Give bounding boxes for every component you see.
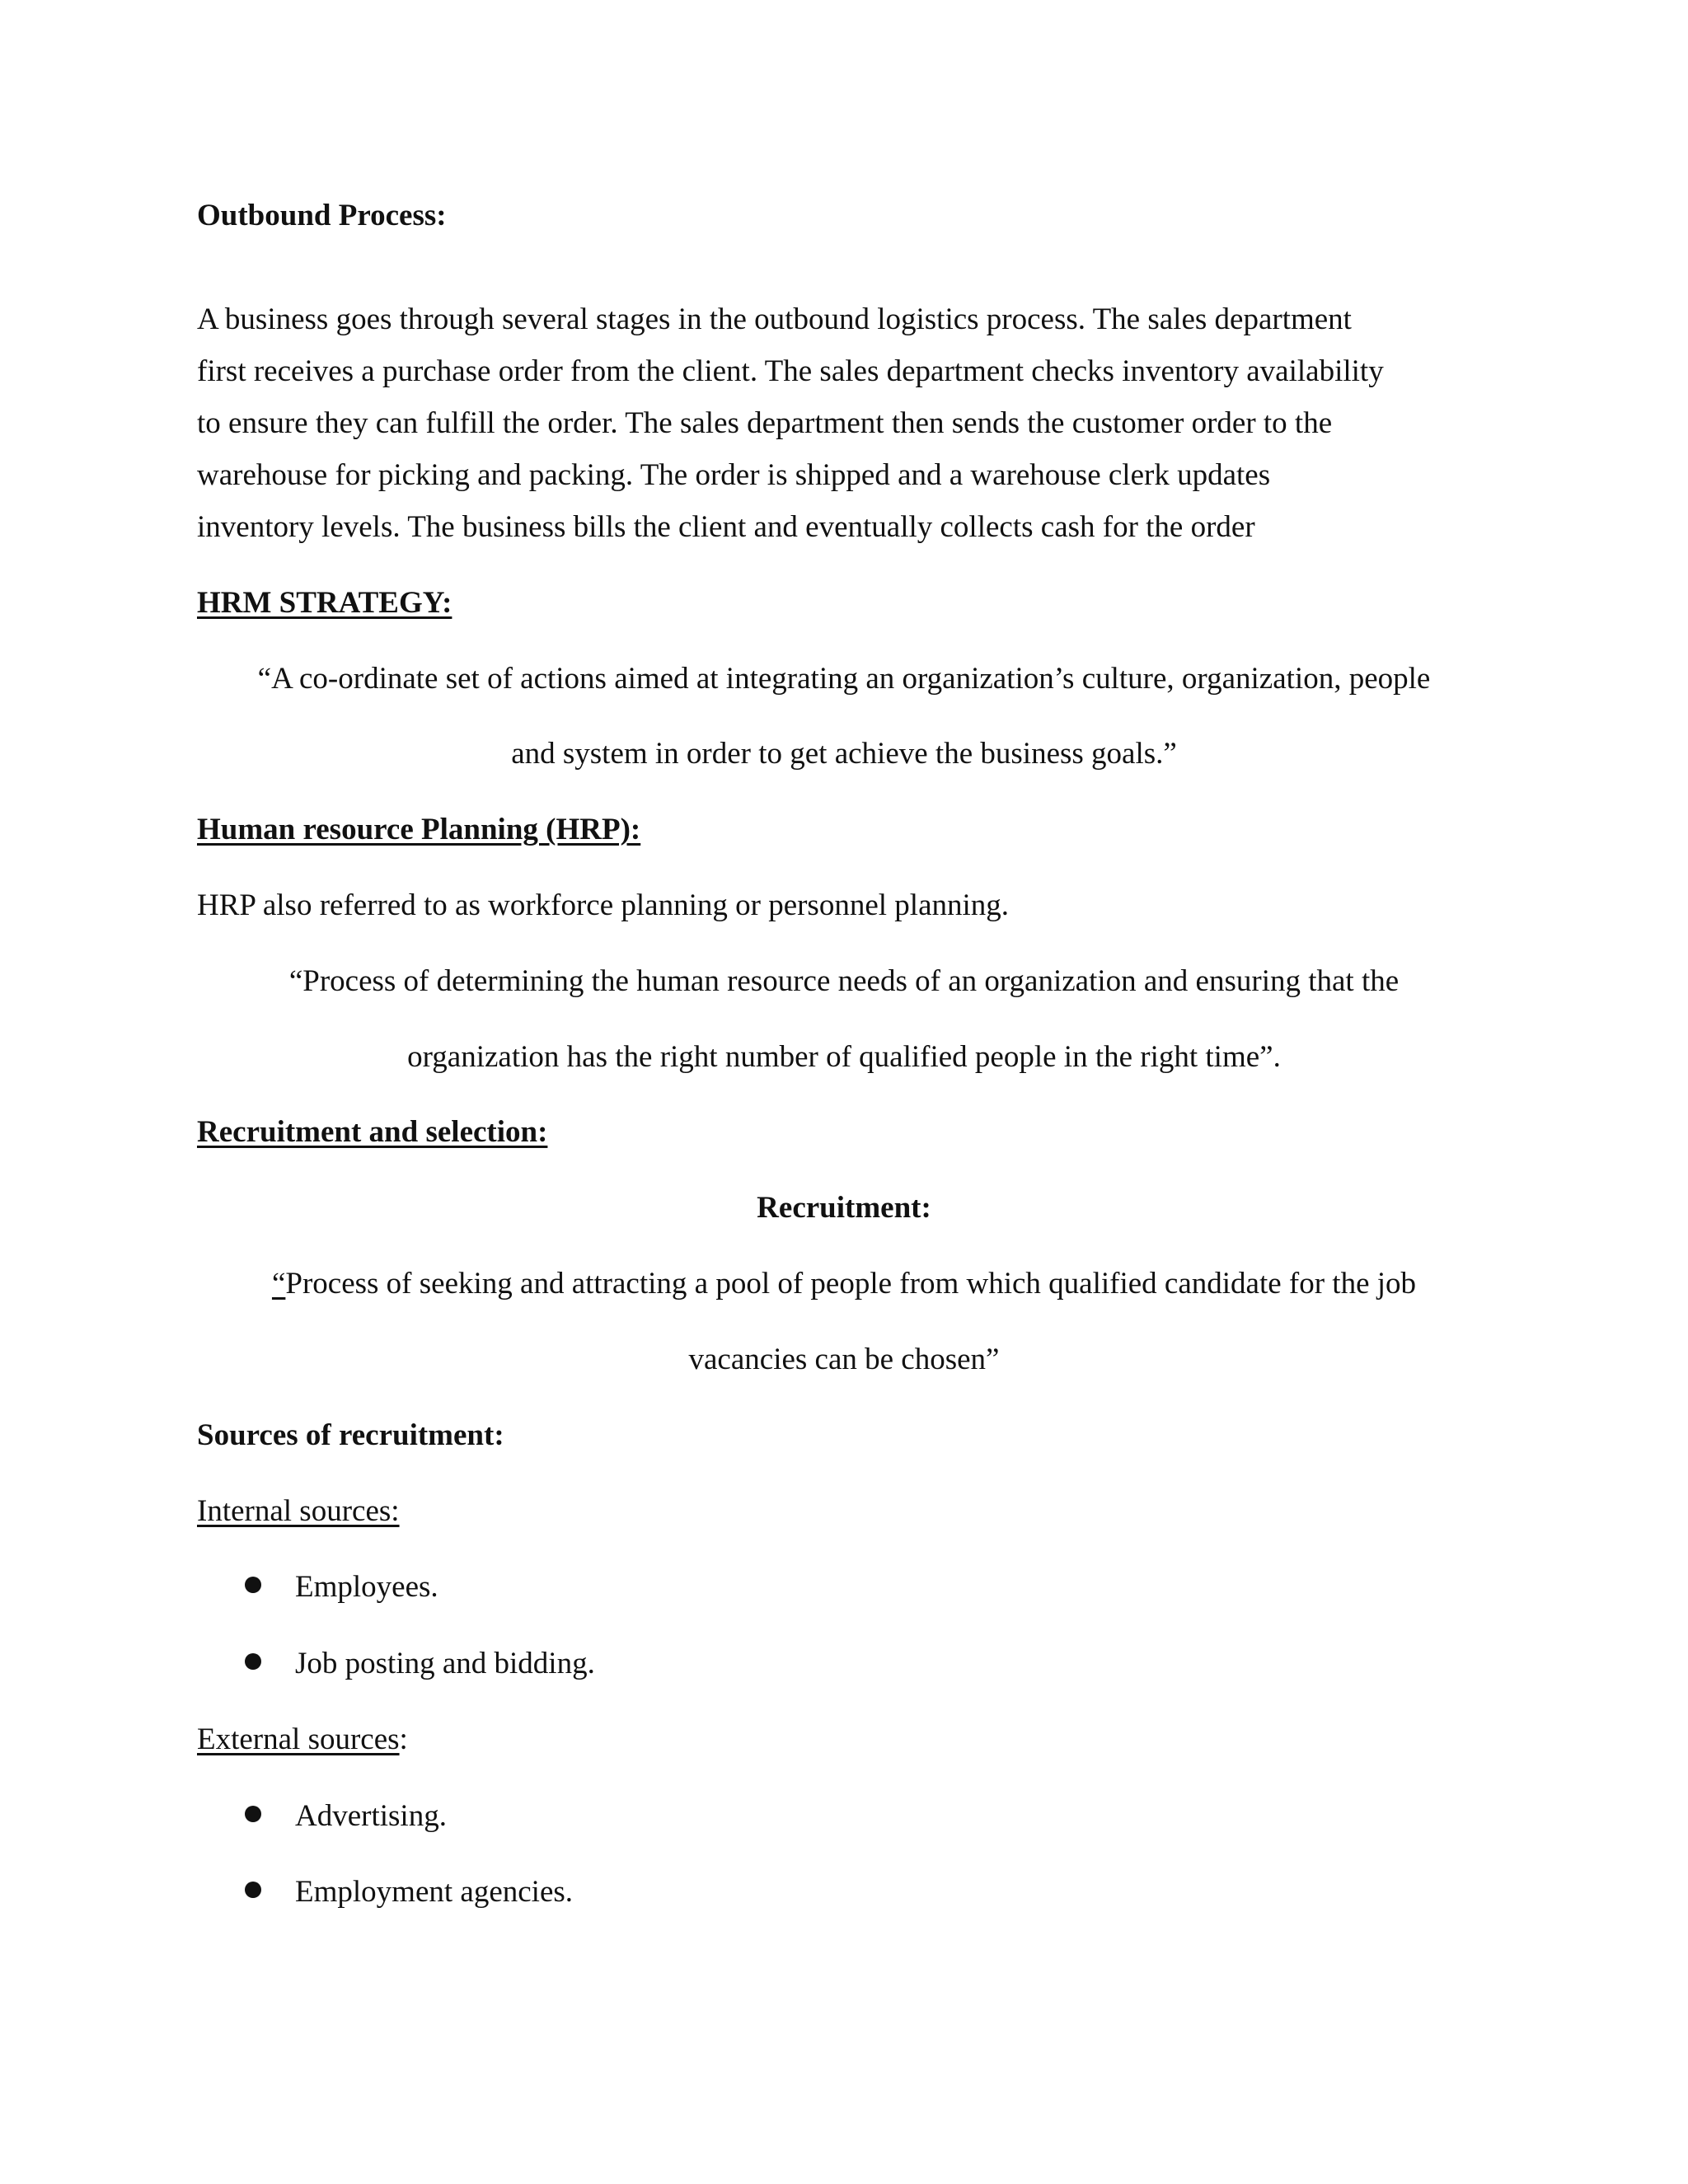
external-source-item: Employment agencies. — [295, 1875, 574, 1909]
recruitment-quote-line-2: vacancies can be chosen” — [688, 1343, 1000, 1376]
bullet-icon — [245, 1806, 261, 1822]
recruitment-quote-line-1-text: Process of seeking and attracting a pool of people from which qualified candidate for the job — [285, 1267, 1417, 1301]
hrp-definition-text: HRP also referred to as workforce planning or personnel planning. — [197, 888, 1010, 922]
recruitment-quote-line-1 — [197, 1268, 1491, 1299]
subheading-recruitment: Recruitment: — [757, 1191, 931, 1225]
outbound-line-1: A business goes through several stages in the outbound logistics process. The sales department — [197, 302, 1352, 336]
hrm-quote-line-2: and system in order to get achieve the business goals.” — [511, 737, 1177, 771]
external-source-item: Advertising. — [295, 1799, 447, 1833]
hrp-quote-line-1: “Process of determining the human resource needs of an organization and ensuring that the — [288, 964, 1400, 998]
heading-sources-of-recruitment: Sources of recruitment: — [197, 1418, 504, 1452]
bullet-icon — [245, 1882, 261, 1898]
hrm-quote-line-1: “A co-ordinate set of actions aimed at integrating an organization’s culture, organization, people — [257, 662, 1431, 696]
external-sources-label-text: External sources — [197, 1722, 400, 1756]
outbound-line-3: to ensure they can fulfill the order. The sales department then sends the customer order to the — [197, 406, 1333, 440]
outbound-line-4: warehouse for picking and packing. The order is shipped and a warehouse clerk updates — [197, 458, 1271, 492]
heading-outbound-process: Outbound Process: — [197, 199, 447, 232]
internal-source-item: Employees. — [295, 1570, 438, 1604]
bullet-icon — [245, 1577, 261, 1593]
heading-hrm-strategy: HRM STRATEGY: — [197, 586, 452, 620]
external-sources-label — [197, 1724, 408, 1755]
bullet-icon — [245, 1653, 261, 1670]
outbound-line-2: first receives a purchase order from the client. The sales department checks inventory availability — [197, 354, 1384, 388]
heading-recruitment-and-selection: Recruitment and selection: — [197, 1115, 548, 1149]
outbound-line-5: inventory levels. The business bills the client and eventually collects cash for the order — [197, 510, 1255, 544]
external-sources-label-colon: : — [399, 1722, 408, 1756]
internal-source-item: Job posting and bidding. — [295, 1647, 595, 1680]
hrp-quote-line-2: organization has the right number of qualified people in the right time”. — [407, 1040, 1281, 1074]
heading-hrp: Human resource Planning (HRP): — [197, 813, 641, 846]
recruitment-quote-open-mark: “ — [271, 1267, 286, 1301]
outbound-paragraph — [197, 293, 1491, 553]
internal-sources-label: Internal sources: — [197, 1494, 400, 1528]
